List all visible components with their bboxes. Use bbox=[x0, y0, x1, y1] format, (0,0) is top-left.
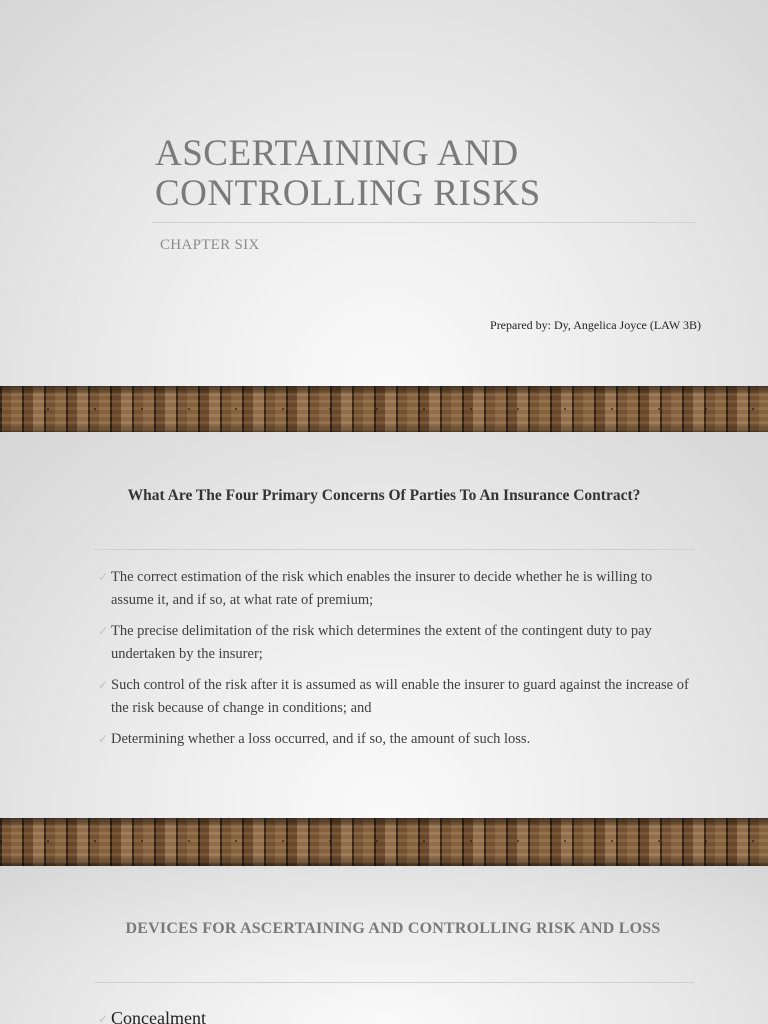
checkmark-icon: ✓ bbox=[98, 570, 109, 584]
slide-heading: DEVICES FOR ASCERTAINING AND CONTROLLING RISK AND LOSS bbox=[125, 920, 661, 937]
bullet-list bbox=[96, 566, 696, 759]
checkmark-icon: ✓ bbox=[98, 732, 109, 746]
title-line-2: CONTROLLING RISKS bbox=[155, 173, 541, 214]
checkmark-icon: ✓ bbox=[98, 624, 109, 638]
heading-divider bbox=[94, 982, 694, 983]
heading-divider bbox=[94, 549, 694, 550]
bullet-item bbox=[96, 728, 696, 751]
item-text: Concealment bbox=[111, 1008, 206, 1024]
slide-primary-concerns bbox=[0, 432, 768, 818]
slide-heading: What Are The Four Primary Concerns Of Parties To An Insurance Contract? bbox=[127, 487, 641, 504]
wood-divider bbox=[0, 386, 768, 434]
bullet-item bbox=[96, 674, 696, 720]
checkmark-icon: ✓ bbox=[98, 1012, 109, 1024]
title-line-1: ASCERTAINING AND bbox=[155, 133, 519, 174]
bullet-text: The correct estimation of the risk which enables the insurer to decide whether he is willing to assume it, and if so, at what rate of premium; bbox=[111, 569, 653, 608]
slide-subtitle: CHAPTER SIX bbox=[160, 237, 260, 253]
bullet-item bbox=[96, 620, 696, 666]
wood-divider bbox=[0, 818, 768, 866]
bullet-text: The precise delimitation of the risk which determines the extent of the contingent duty to pay undertaken by the insurer; bbox=[111, 623, 652, 662]
list-item bbox=[96, 1008, 206, 1024]
slide-title-heading bbox=[155, 134, 715, 214]
bullet-text: Such control of the risk after it is assumed as will enable the insurer to guard against the increase of the risk because of change in conditions; and bbox=[111, 677, 689, 716]
prepared-by-text: Prepared by: Dy, Angelica Joyce (LAW 3B) bbox=[490, 318, 701, 332]
slide-title bbox=[0, 0, 768, 386]
checkmark-icon: ✓ bbox=[98, 678, 109, 692]
bullet-item bbox=[96, 566, 696, 612]
slide-devices bbox=[0, 866, 768, 1024]
bullet-text: Determining whether a loss occurred, and if so, the amount of such loss. bbox=[111, 731, 531, 747]
title-divider bbox=[152, 222, 696, 223]
